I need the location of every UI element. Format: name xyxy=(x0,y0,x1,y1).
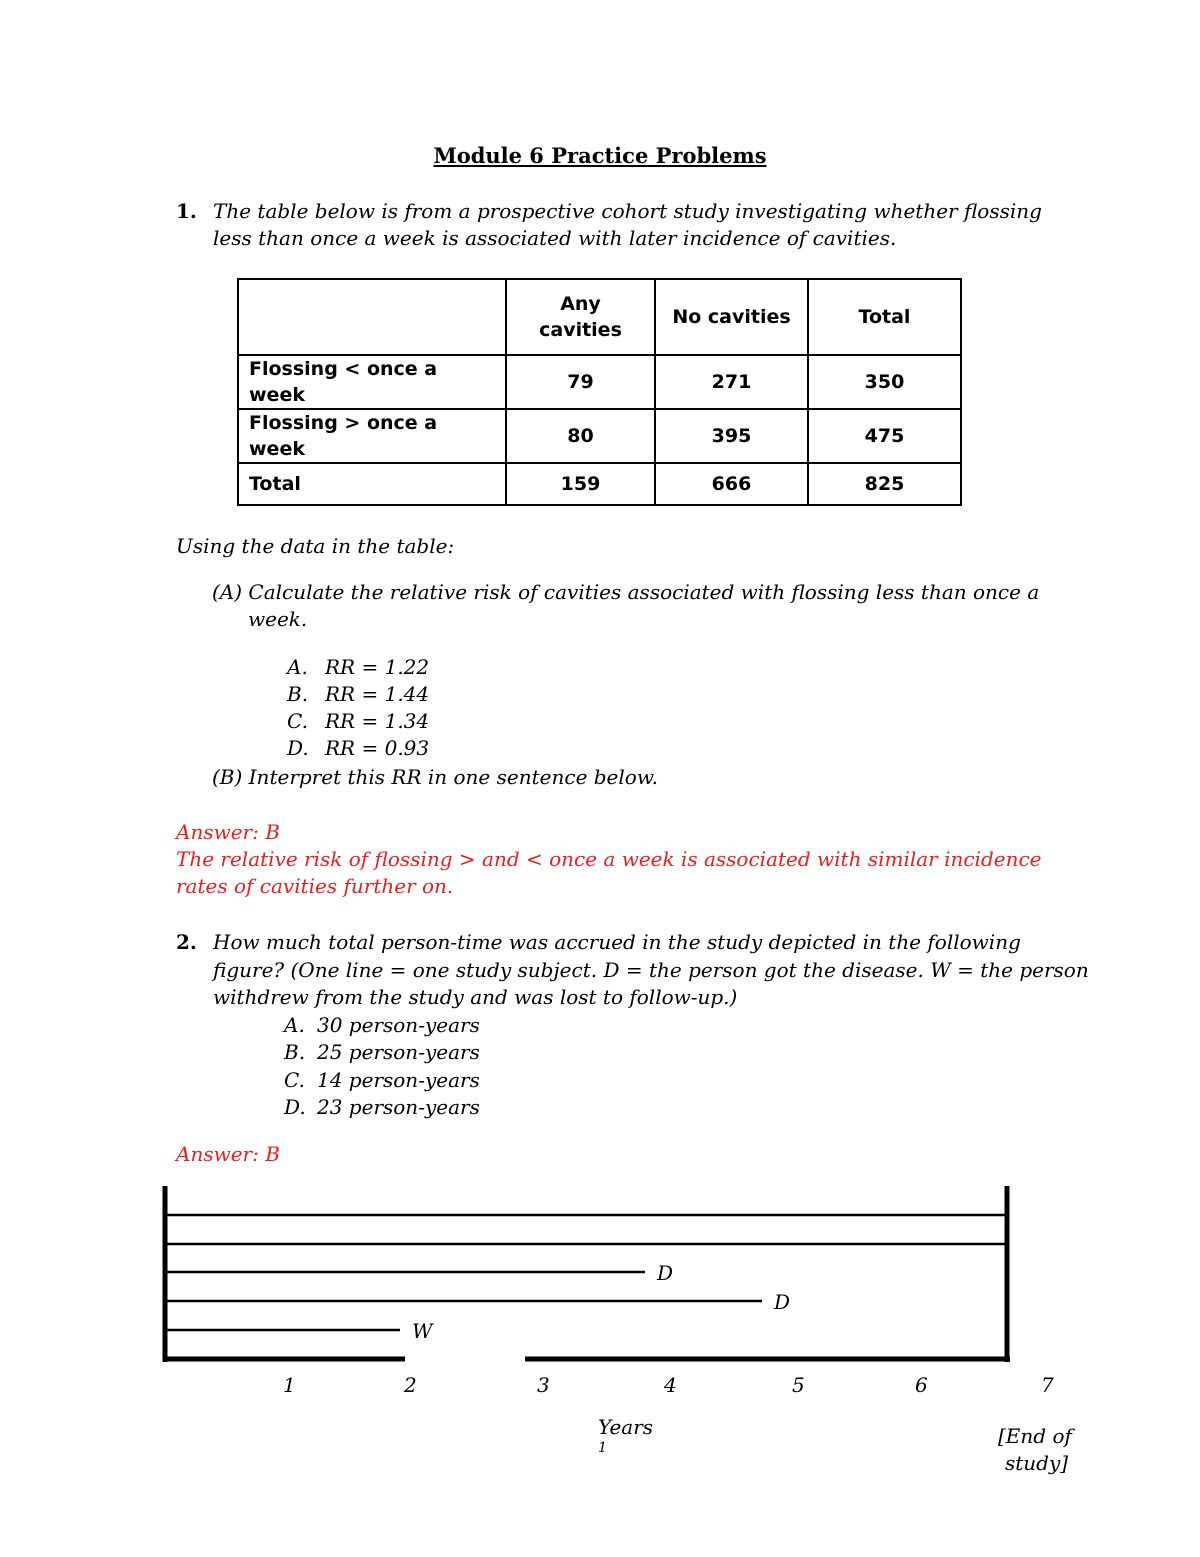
q2-option-c xyxy=(284,1067,480,1094)
option-letter: D. xyxy=(287,736,309,760)
question-1-number: 1. xyxy=(176,199,197,223)
table-row-label: Flossing < once a week xyxy=(238,355,506,409)
table-cell-total: 825 xyxy=(808,463,961,505)
end-of-study-line1: [End of xyxy=(998,1424,1072,1448)
q1-option-d xyxy=(287,735,429,762)
year-tick-label: 7 xyxy=(1041,1373,1054,1397)
option-text: 23 person-years xyxy=(317,1095,480,1119)
q2-option-d xyxy=(284,1094,480,1121)
q1-option-a xyxy=(287,654,429,681)
table-header-empty xyxy=(238,279,506,355)
table-header-no-cavities: No cavities xyxy=(655,279,808,355)
table-row-label: Flossing > once a week xyxy=(238,409,506,463)
table-row xyxy=(238,355,961,409)
end-of-study-line2: study] xyxy=(1005,1451,1069,1475)
subject-event-label: W xyxy=(412,1319,433,1343)
option-letter: C. xyxy=(284,1068,305,1092)
option-letter: A. xyxy=(284,1013,305,1037)
page-title: Module 6 Practice Problems xyxy=(433,143,767,168)
table-cell-any: 79 xyxy=(506,355,655,409)
option-text: 30 person-years xyxy=(317,1013,480,1037)
table-header-row xyxy=(238,279,961,355)
subject-lines-group xyxy=(167,1215,1005,1343)
table-header-any-line1: Any xyxy=(560,293,601,315)
subject-event-label: D xyxy=(657,1261,674,1285)
option-text: 14 person-years xyxy=(317,1068,480,1092)
option-text: RR = 1.34 xyxy=(325,709,430,733)
cohort-table xyxy=(237,278,962,506)
q1-explanation-line2: rates of cavities further on. xyxy=(176,874,454,898)
table-cell-none: 666 xyxy=(655,463,808,505)
table-cell-none: 395 xyxy=(655,409,808,463)
option-letter: B. xyxy=(287,682,309,706)
q1-option-b xyxy=(287,681,429,708)
table-header-any-line2: cavities xyxy=(539,319,622,341)
q1-explanation-line1: The relative risk of flossing > and < once a week is associated with similar incidence xyxy=(176,847,1042,871)
question-1-prompt-line1: The table below is from a prospective cohort study investigating whether flossing xyxy=(213,199,1042,223)
page-number: 1 xyxy=(598,1440,607,1456)
figure-xlabel: Years xyxy=(598,1415,654,1439)
year-tick-label: 6 xyxy=(915,1373,928,1397)
part-a-line1: (A) Calculate the relative risk of cavities associated with flossing less than once a xyxy=(212,580,1040,604)
table-row xyxy=(238,409,961,463)
year-tick-label: 3 xyxy=(537,1373,550,1397)
year-tick-label: 4 xyxy=(664,1373,677,1397)
question-2-prompt-line3: withdrew from the study and was lost to follow-up.) xyxy=(213,985,738,1009)
option-text: 25 person-years xyxy=(317,1040,480,1064)
option-text: RR = 1.44 xyxy=(325,682,430,706)
table-cell-total: 475 xyxy=(808,409,961,463)
q1-answer: Answer: B xyxy=(176,820,280,844)
table-cell-any: 159 xyxy=(506,463,655,505)
year-tick-label: 5 xyxy=(792,1373,805,1397)
year-tick-labels-group xyxy=(283,1373,1054,1397)
table-cell-total: 350 xyxy=(808,355,961,409)
question-2-prompt-line1: How much total person-time was accrued in the study depicted in the following xyxy=(213,930,1021,954)
option-letter: B. xyxy=(284,1040,306,1064)
table-header-any-cavities xyxy=(506,279,655,355)
q2-answer: Answer: B xyxy=(176,1142,280,1166)
q2-option-b xyxy=(284,1039,480,1066)
year-tick-label: 2 xyxy=(404,1373,417,1397)
subject-event-label: D xyxy=(774,1290,791,1314)
question-2-number: 2. xyxy=(176,930,197,954)
q1-option-c xyxy=(287,708,429,735)
option-text: RR = 1.22 xyxy=(325,655,430,679)
year-tick-label: 1 xyxy=(283,1373,296,1397)
q2-option-a xyxy=(284,1012,480,1039)
option-text: RR = 0.93 xyxy=(325,736,430,760)
question-1-prompt-line2: less than once a week is associated with later incidence of cavities. xyxy=(213,226,897,250)
option-letter: D. xyxy=(284,1095,306,1119)
option-letter: A. xyxy=(287,655,308,679)
table-cell-none: 271 xyxy=(655,355,808,409)
question-2-prompt-line2: figure? (One line = one study subject. D = the person got the disease. W = the person xyxy=(213,958,1089,982)
table-row xyxy=(238,463,961,505)
part-b-text: (B) Interpret this RR in one sentence below. xyxy=(212,765,658,789)
table-row-label: Total xyxy=(238,463,506,505)
table-header-total: Total xyxy=(808,279,961,355)
option-letter: C. xyxy=(287,709,308,733)
part-a-line2: week. xyxy=(248,607,308,631)
table-cell-any: 80 xyxy=(506,409,655,463)
using-data-text: Using the data in the table: xyxy=(176,534,455,558)
